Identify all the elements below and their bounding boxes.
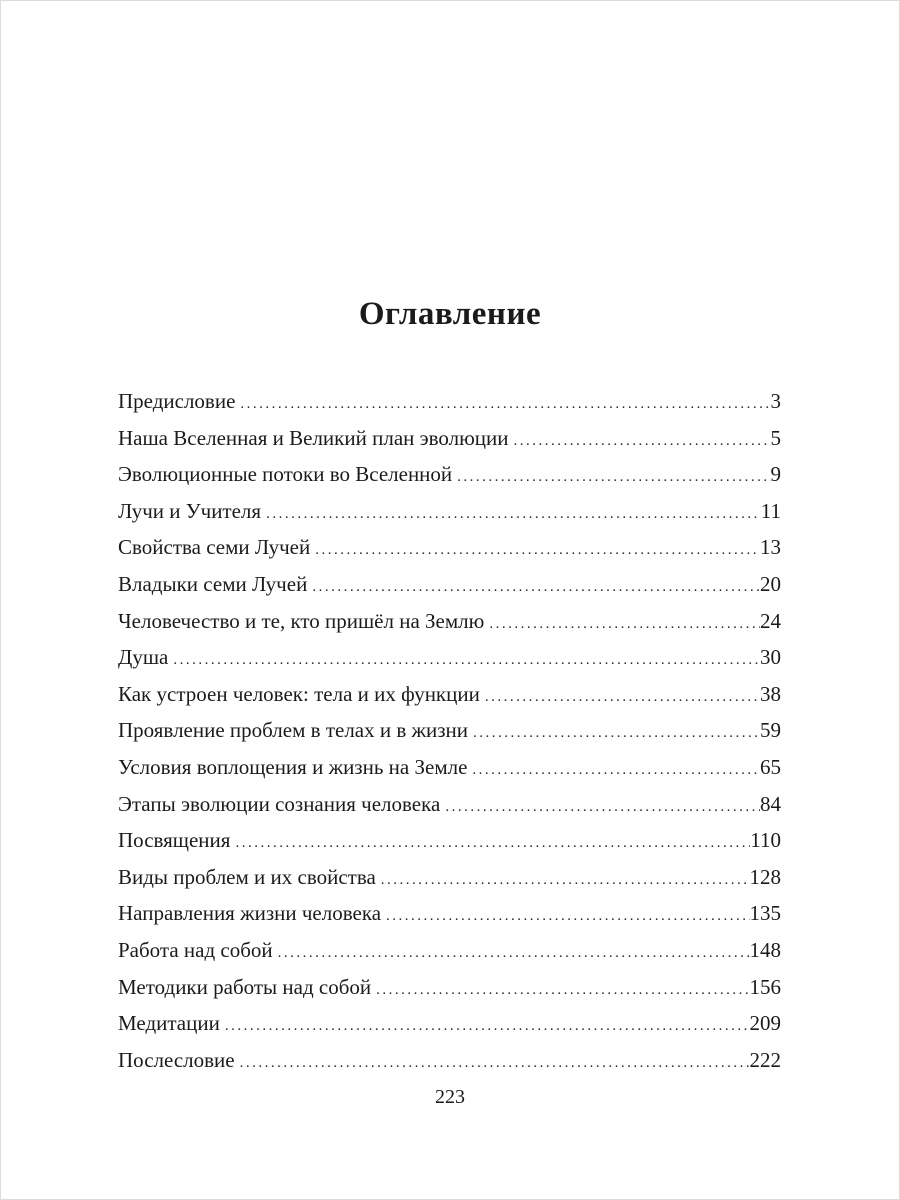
toc-entry-label: Как устроен человек: тела и их функции (118, 681, 480, 706)
toc-entry-page: 135 (749, 901, 781, 926)
toc-entry (118, 895, 781, 932)
toc-entry-page: 38 (760, 681, 781, 706)
toc-entry-label: Условия воплощения и жизнь на Земле (118, 754, 468, 779)
toc-entry-label: Лучи и Учителя (118, 498, 262, 523)
toc-entry (118, 420, 781, 457)
toc-entry-page: 9 (770, 462, 781, 487)
toc-leader-dots (235, 825, 750, 862)
toc-entry (118, 1042, 781, 1079)
toc-entry-label: Проявление проблем в телах и в жизни (118, 718, 469, 743)
toc-entry (118, 749, 781, 786)
toc-entry-page: 128 (749, 864, 781, 889)
toc-entry-label: Эволюционные потоки во Вселенной (118, 462, 453, 487)
toc-leader-dots (514, 423, 771, 460)
toc-entry (118, 676, 781, 713)
toc-entry-label: Этапы эволюции сознания человека (118, 791, 441, 816)
toc-entry-page: 209 (749, 1011, 781, 1036)
toc-leader-dots (278, 935, 750, 972)
toc-entry (118, 639, 781, 676)
toc-entry-page: 156 (749, 974, 781, 999)
toc-leader-dots (457, 459, 770, 496)
toc-entry-label: Душа (118, 645, 169, 670)
toc-entry-page: 59 (760, 718, 781, 743)
toc-entry-page: 110 (750, 828, 781, 853)
toc-entry (118, 566, 781, 603)
toc-entry (118, 603, 781, 640)
toc-leader-dots (485, 679, 760, 716)
toc-leader-dots (240, 386, 770, 423)
toc-entry (118, 932, 781, 969)
toc-entry (118, 969, 781, 1006)
toc-entry-label: Медитации (118, 1011, 220, 1036)
toc-entry-page: 5 (770, 425, 781, 450)
toc-leader-dots (376, 972, 749, 1009)
toc-entry-label: Работа над собой (118, 937, 273, 962)
page-number: 223 (435, 1086, 465, 1108)
toc-entry (118, 822, 781, 859)
toc-entry (118, 529, 781, 566)
toc-entry-page: 24 (760, 608, 781, 633)
toc-leader-dots (315, 532, 760, 569)
toc-leader-dots (312, 569, 760, 606)
page-title: Оглавление (358, 296, 542, 332)
toc-entry-label: Методики работы над собой (118, 974, 372, 999)
toc-entry (118, 493, 781, 530)
toc-entry-page: 222 (749, 1047, 781, 1072)
toc-list (118, 383, 781, 1078)
toc-entry (118, 456, 781, 493)
toc-entry-page: 13 (760, 535, 781, 560)
toc-leader-dots (381, 862, 750, 899)
toc-leader-dots (225, 1008, 750, 1045)
toc-entry-label: Владыки семи Лучей (118, 571, 308, 596)
toc-leader-dots (489, 606, 760, 643)
toc-entry-label: Наша Вселенная и Великий план эволюции (118, 425, 509, 450)
toc-entry-page: 30 (760, 645, 781, 670)
toc-entry-label: Виды проблем и их свойства (118, 864, 376, 889)
toc-entry-page: 65 (760, 754, 781, 779)
toc-leader-dots (173, 642, 760, 679)
toc-entry-label: Посвящения (118, 828, 231, 853)
toc-leader-dots (445, 789, 760, 826)
toc-entry-page: 84 (760, 791, 781, 816)
toc-leader-dots (472, 752, 760, 789)
toc-entry-label: Человечество и те, кто пришёл на Землю (118, 608, 485, 633)
toc-entry (118, 712, 781, 749)
toc-leader-dots (266, 496, 761, 533)
toc-entry-page: 11 (760, 498, 781, 523)
toc-entry (118, 383, 781, 420)
toc-entry-label: Послесловие (118, 1047, 235, 1072)
toc-leader-dots (240, 1045, 750, 1082)
toc-leader-dots (473, 715, 760, 752)
toc-entry-page: 148 (749, 937, 781, 962)
toc-entry-page: 20 (760, 571, 781, 596)
toc-entry (118, 786, 781, 823)
toc-entry-label: Направления жизни человека (118, 901, 382, 926)
toc-entry-label: Предисловие (118, 389, 236, 413)
toc-entry (118, 859, 781, 896)
toc-entry (118, 1005, 781, 1042)
toc-leader-dots (386, 898, 749, 935)
toc-entry-label: Свойства семи Лучей (118, 535, 311, 560)
toc-entry-page: 3 (770, 389, 781, 413)
